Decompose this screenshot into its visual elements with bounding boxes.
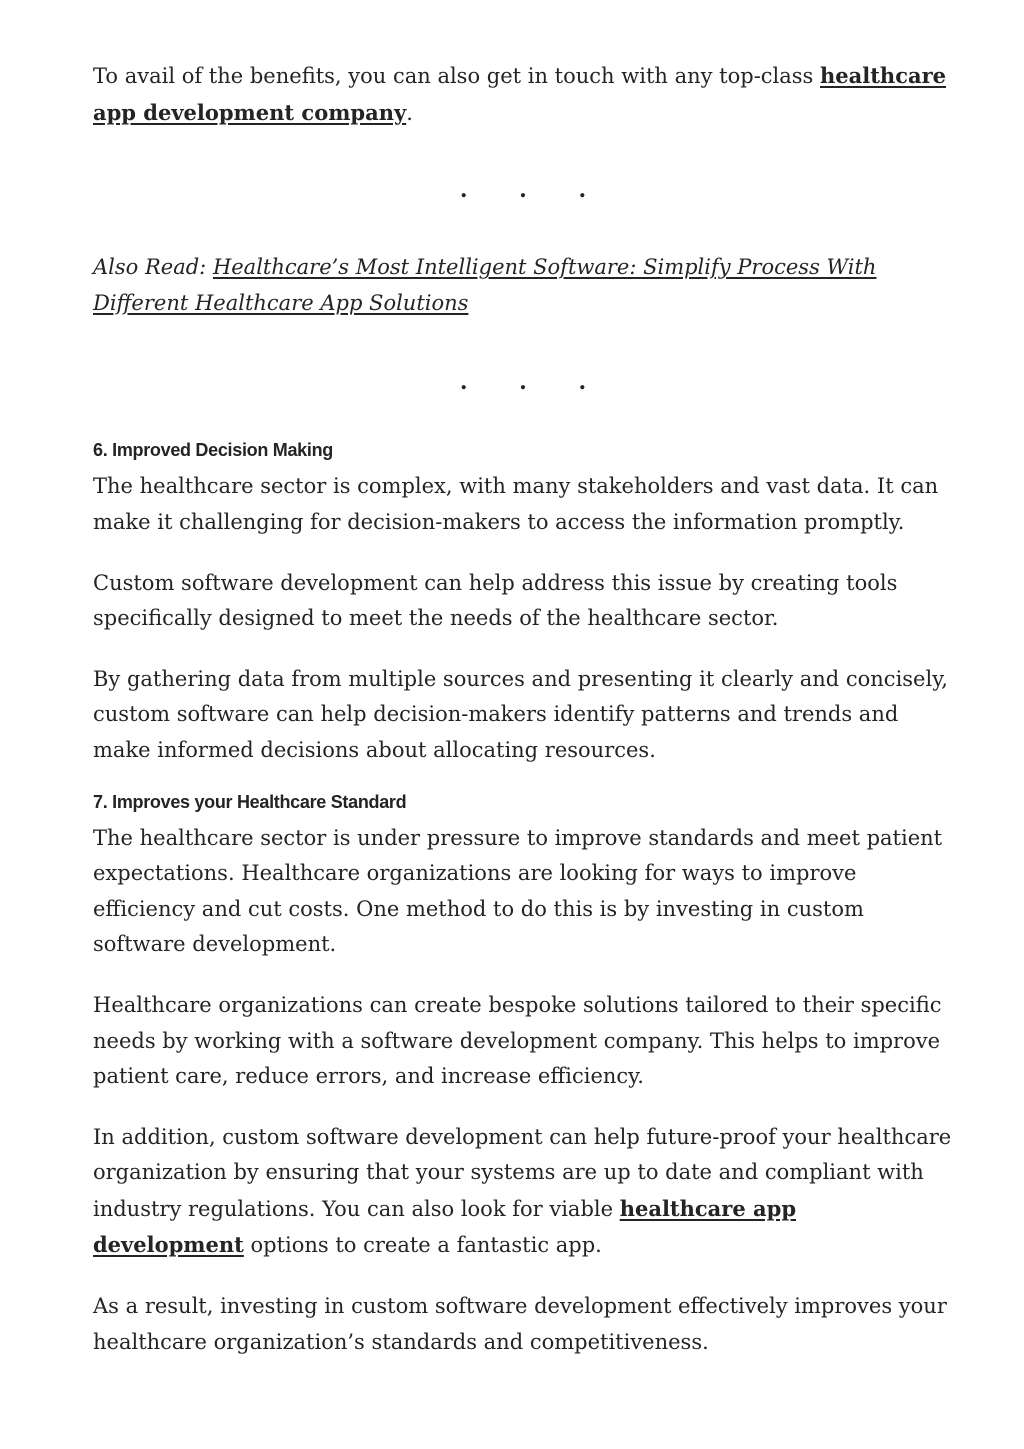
section-6-paragraph-2: Custom software development can help address this issue by creating tools specifically designed to meet the needs of the healthcare sector.: [93, 570, 898, 631]
section-separator: . . .: [459, 369, 609, 396]
intro-text: To avail of the benefits, you can also get in touch with any top-class: [93, 64, 821, 88]
section-7-heading: 7. Improves your Healthcare Standard: [93, 791, 407, 812]
also-read-link[interactable]: Healthcare’s Most Intelligent Software: Simplify Process With Different Healthcare App Solutions: [93, 255, 877, 315]
section-separator: . . .: [459, 177, 609, 204]
section-7-paragraph-4: As a result, investing in custom software development effectively improves your healthcare organization’s standards and competitiveness.: [93, 1294, 947, 1354]
section-7-paragraph-1: The healthcare sector is under pressure to improve standards and meet patient expectations. Healthcare organizations are looking for ways to improve efficiency and cut costs. One method to do this is by investing in custom software development.: [93, 825, 943, 957]
intro-end: .: [406, 100, 413, 125]
section-7-p3-before: In addition, custom software development can help future-proof your healthcare organization by ensuring that your systems are up to date and compliant with industry regulations. You can also look for viable: [93, 1124, 952, 1221]
article-body: [93, 58, 953, 1360]
section-6-paragraph-1: The healthcare sector is complex, with many stakeholders and vast data. It can make it challenging for decision-makers to access the information promptly.: [93, 474, 939, 534]
also-read-paragraph: [93, 250, 953, 321]
healthcare-app-development-link[interactable]: healthcare app development: [93, 1195, 797, 1258]
section-6-paragraph-3: By gathering data from multiple sources and presenting it clearly and concisely, custom software can help decision-makers identify patterns and trends and make informed decisions about allocating resources.: [93, 666, 948, 762]
intro-paragraph: [93, 58, 953, 131]
section-6-heading: 6. Improved Decision Making: [93, 440, 333, 461]
also-read-label: Also Read:: [93, 255, 213, 280]
section-7-paragraph-2: Healthcare organizations can create bespoke solutions tailored to their specific needs by working with a software development company. This helps to improve patient care, reduce errors, and increase efficiency.: [93, 992, 942, 1089]
section-7-p3-after: options to create a fantastic app.: [243, 1233, 602, 1258]
section-7-paragraph-3: [93, 1120, 953, 1264]
healthcare-app-development-company-link[interactable]: healthcare app development company: [93, 63, 947, 125]
